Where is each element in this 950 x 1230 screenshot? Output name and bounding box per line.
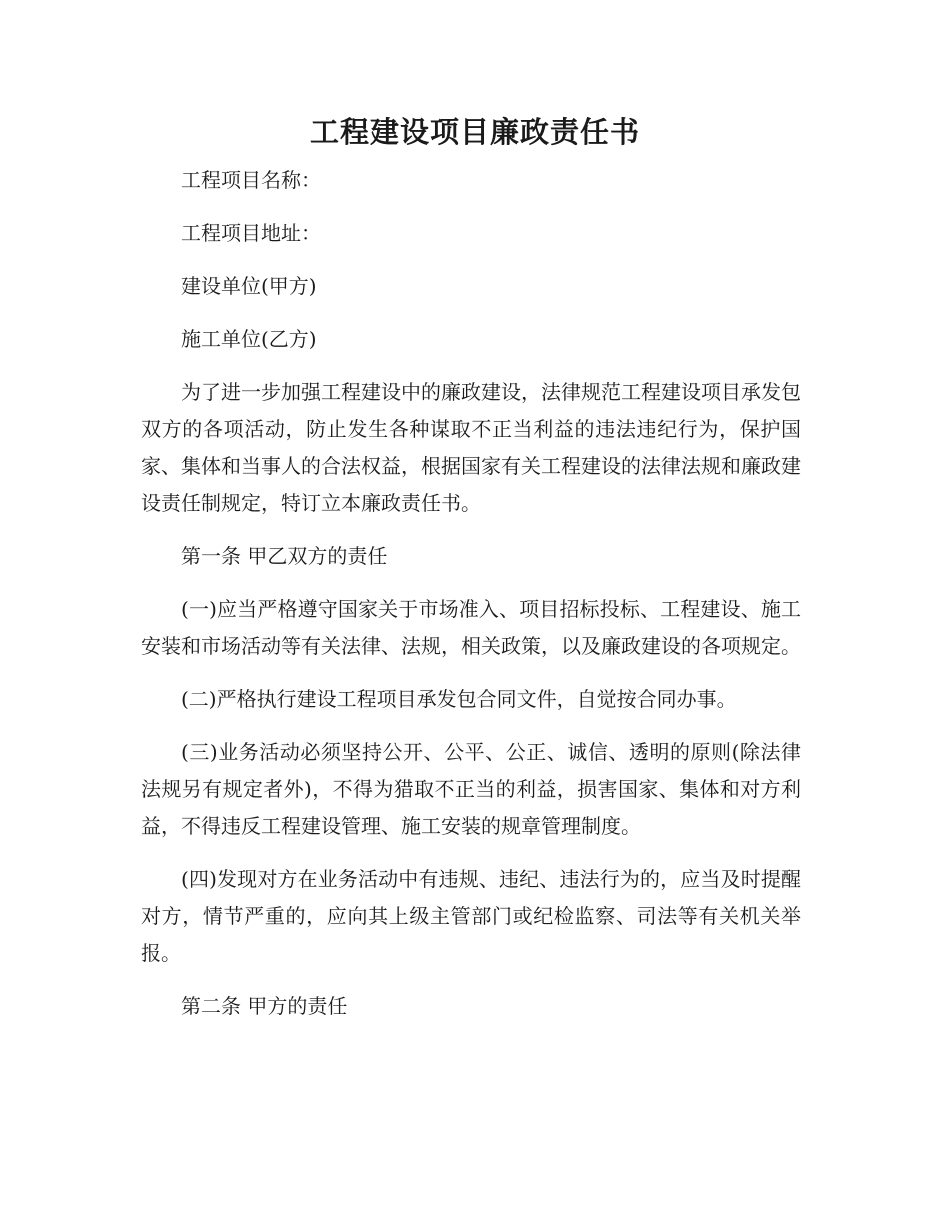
article-1-clause-4: (四)发现对方在业务活动中有违规、违纪、违法行为的，应当及时提醒对方，情节严重的，应向其上级主管部门或纪检监察、司法等有关机关举报。 — [141, 867, 801, 965]
article-1-clause-2: (二)严格执行建设工程项目承发包合同文件，自觉按合同办事。 — [181, 687, 737, 711]
article-1-clause-3: (三)业务活动必须坚持公开、公平、公正、诚信、透明的原则(除法律法规另有规定者外)，不得为猎取不正当的利益，损害国家、集体和对方利益，不得违反工程建设管理、施工安装的规章管理制度。 — [141, 740, 801, 838]
article-1-clause-1: (一)应当严格遵守国家关于市场准入、项目招标投标、工程建设、施工安装和市场活动等有关法律、法规，相关政策，以及廉政建设的各项规定。 — [141, 597, 801, 658]
document-title: 工程建设项目廉政责任书 — [309, 115, 640, 149]
preamble-paragraph: 为了进一步加强工程建设中的廉政建设，法律规范工程建设项目承发包双方的各项活动，防止发生各种谋取不正当利益的违法违纪行为，保护国家、集体和当事人的合法权益，根据国家有关工程建设的法律法规和廉政建设责任制规定，特订立本廉政责任书。 — [141, 380, 801, 515]
project-address-field: 工程项目地址： — [181, 221, 321, 245]
owner-party-field: 建设单位(甲方) — [181, 274, 317, 298]
project-name-field: 工程项目名称： — [181, 168, 321, 192]
contractor-party-field: 施工单位(乙方) — [181, 327, 317, 351]
document-body — [141, 162, 801, 1041]
article-1-heading: 第一条 甲乙双方的责任 — [181, 544, 388, 568]
article-2-heading: 第二条 甲方的责任 — [181, 994, 348, 1018]
